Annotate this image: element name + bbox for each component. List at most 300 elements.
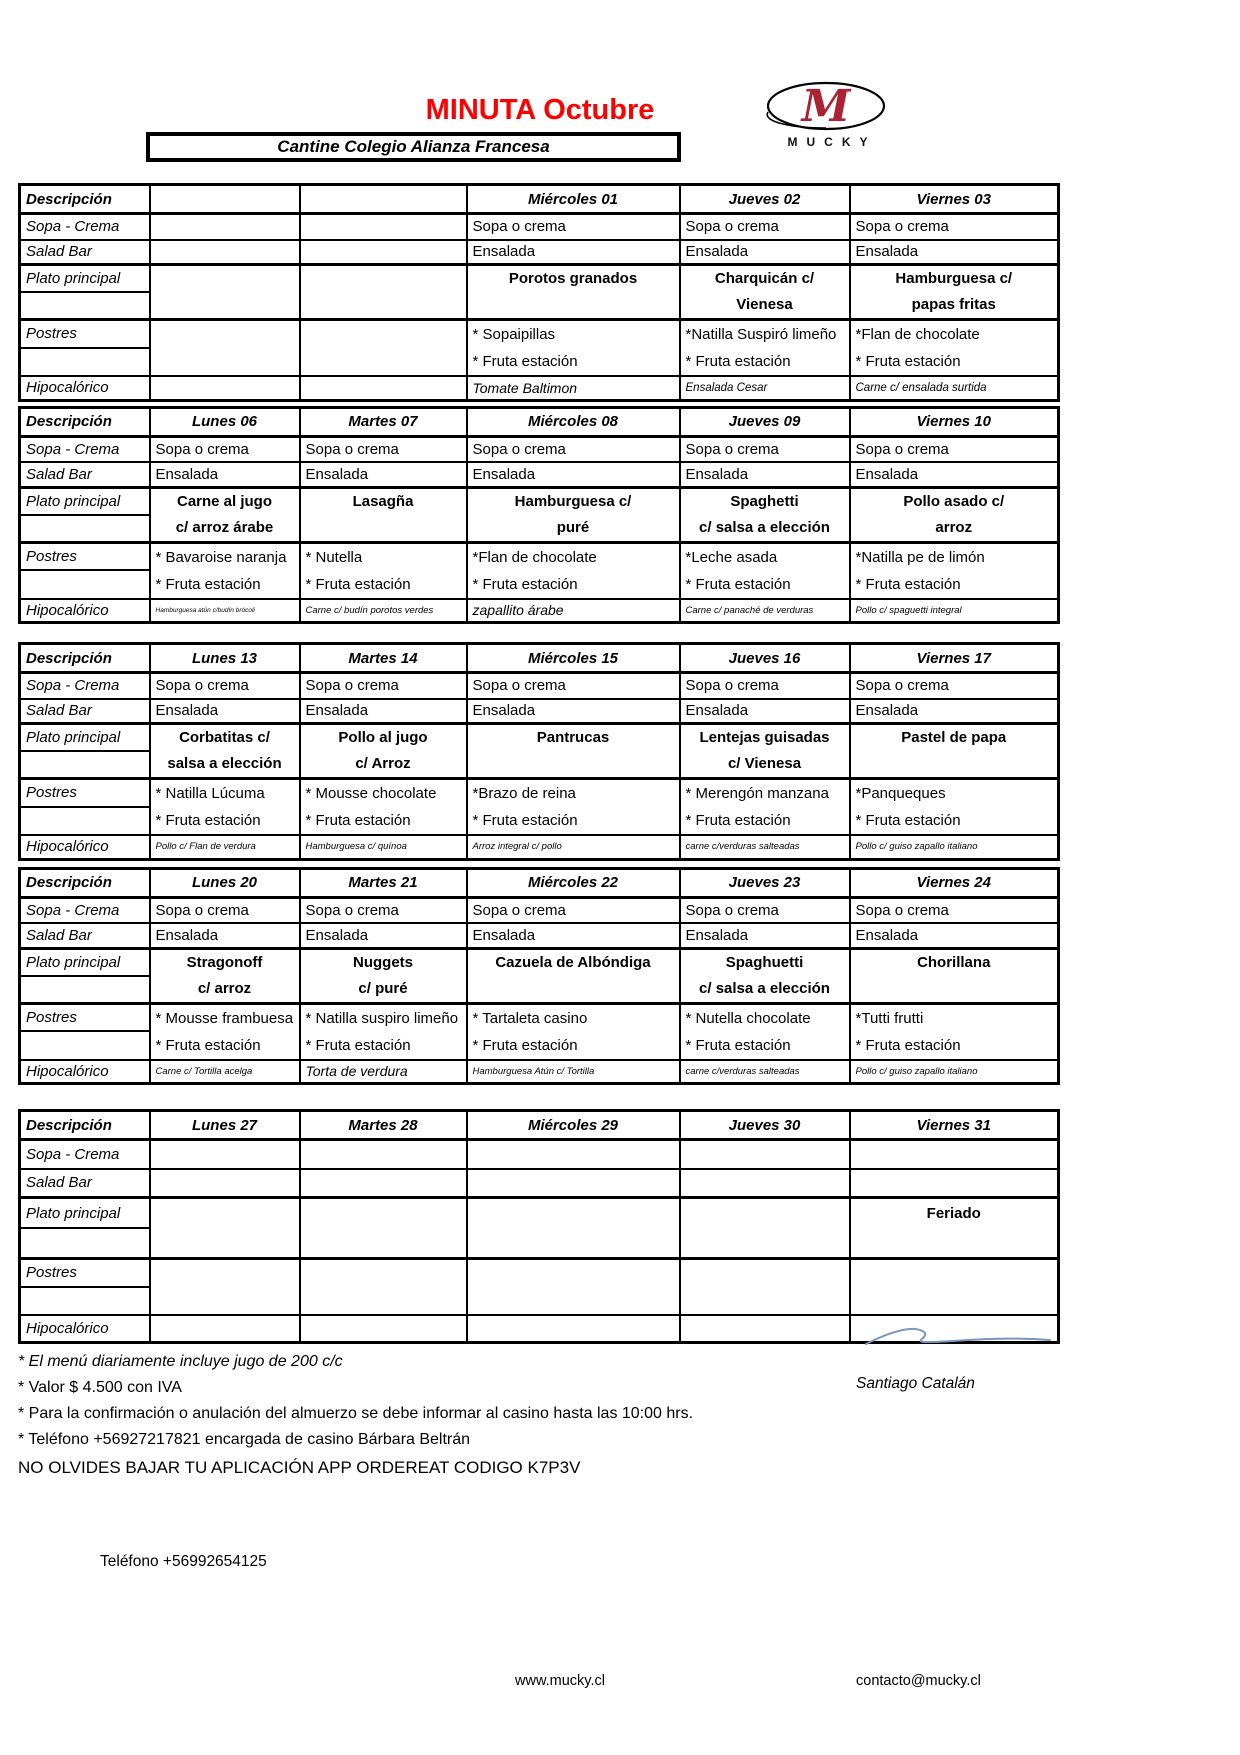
salad-cell: Ensalada (300, 699, 467, 724)
sopa-cell: Sopa o crema (680, 214, 850, 240)
postre-line2: * Fruta estación (685, 812, 791, 829)
row-label-plato-principal: Plato principal (20, 1198, 150, 1229)
postres-cell (150, 1003, 300, 1060)
row-label-plato-principal: Plato principal (20, 948, 150, 976)
day-header-cell: Viernes 17 (850, 644, 1059, 673)
salad-cell: Ensalada (150, 923, 300, 948)
row-label-sopa-crema: Sopa - Crema (20, 897, 150, 923)
postre-line1: *Leche asada (685, 548, 778, 566)
signature (838, 1318, 1053, 1360)
day-header-cell: Jueves 23 (680, 868, 850, 897)
sopa-cell (850, 1140, 1059, 1169)
postres-cell (150, 779, 300, 836)
plato-principal-cell (850, 948, 1059, 1003)
row-label-descripcion: Descripción (20, 185, 150, 214)
postres-cell (300, 1003, 467, 1060)
postres-cell (300, 542, 467, 599)
sopa-cell: Sopa o crema (467, 673, 680, 699)
postres-cell (680, 320, 850, 377)
salad-cell: Ensalada (300, 923, 467, 948)
salad-cell: Ensalada (850, 923, 1059, 948)
hipocalorico-cell: zapallito árabe (467, 599, 680, 623)
row-label-blank (20, 292, 150, 320)
school-name-box (146, 132, 681, 162)
row-label-hipocalorico: Hipocalórico (20, 1315, 150, 1342)
footer-note-phone-casino: * Teléfono +56927217821 encargada de casino Bárbara Beltrán (18, 1430, 471, 1448)
hipocalorico-cell: Hamburguesa c/ quínoa (300, 835, 467, 859)
row-label-descripcion: Descripción (20, 1111, 150, 1140)
signature-stroke (866, 1329, 1050, 1344)
plato-line2: papas fritas (911, 296, 996, 313)
plato-principal-cell (850, 724, 1059, 779)
plato-line1 (473, 1199, 674, 1228)
salad-cell: Ensalada (467, 240, 680, 265)
hipocalorico-cell: Ensalada Cesar (680, 376, 850, 400)
salad-cell (150, 240, 300, 265)
postre-line1: *Tutti frutti (855, 1009, 924, 1027)
plato-principal-cell (150, 948, 300, 1003)
postre-line1 (306, 321, 461, 348)
plato-line2 (856, 751, 1053, 777)
postre-line1: * Mousse frambuesa (155, 1009, 294, 1027)
postre-line2: * Fruta estación (155, 1036, 261, 1054)
hipocalorico-cell: Pollo c/ guiso zapallo italiano (850, 835, 1059, 859)
postre-line1: * Merengón manzana (685, 785, 829, 802)
plato-line1: Carne al jugo (176, 492, 273, 510)
postre-line1: * Bavaroise naranja (155, 548, 287, 566)
hipocalorico-cell: Pollo c/ Flan de verdura (150, 835, 300, 859)
footer-note-juice: * El menú diariamente incluye jugo de 200 c/c (18, 1352, 343, 1370)
salad-cell: Ensalada (150, 462, 300, 487)
plato-principal-cell (300, 1198, 467, 1259)
day-header-cell: Miércoles 15 (467, 644, 680, 673)
plato-line2: c/ arroz árabe (175, 518, 274, 536)
day-header-cell: Lunes 06 (150, 407, 300, 436)
plato-line1: Pantrucas (536, 729, 610, 746)
postre-line1: *Natilla pe de limón (855, 548, 985, 566)
row-label-salad-bar: Salad Bar (20, 699, 150, 724)
postre-line1 (686, 1260, 844, 1287)
footer-bottom-line (18, 1673, 1118, 1693)
row-label-blank (20, 976, 150, 1004)
day-header-cell (150, 185, 300, 214)
postre-line1: *Natilla Suspiró limeño (685, 326, 837, 343)
postres-cell (300, 320, 467, 377)
week-table-2 (18, 406, 1060, 625)
postre-line1: * Natilla Lúcuma (155, 785, 265, 802)
postre-line2 (686, 1287, 844, 1314)
day-header-cell (300, 185, 467, 214)
sopa-cell: Sopa o crema (680, 897, 850, 923)
plato-principal-cell (850, 487, 1059, 542)
plato-line2 (306, 292, 461, 318)
sopa-cell: Sopa o crema (467, 214, 680, 240)
salad-cell (680, 1169, 850, 1198)
row-label-blank (20, 807, 150, 835)
postre-line2 (306, 348, 461, 375)
salad-cell: Ensalada (680, 699, 850, 724)
row-label-postres: Postres (20, 779, 150, 807)
plato-line2 (473, 751, 674, 777)
plato-principal-cell (300, 724, 467, 779)
plato-line1 (686, 1199, 844, 1228)
sopa-cell: Sopa o crema (467, 436, 680, 462)
row-label-sopa-crema: Sopa - Crema (20, 1140, 150, 1169)
document-header (0, 0, 1240, 183)
row-label-plato-principal: Plato principal (20, 265, 150, 293)
row-label-hipocalorico: Hipocalórico (20, 1060, 150, 1084)
plato-line1: Pollo asado c/ (903, 492, 1005, 510)
row-label-salad-bar: Salad Bar (20, 1169, 150, 1198)
day-header-cell: Jueves 16 (680, 644, 850, 673)
salad-cell: Ensalada (467, 462, 680, 487)
plato-line1: Cazuela de Albóndiga (495, 953, 651, 971)
plato-line2: c/ puré (358, 979, 408, 997)
salad-cell: Ensalada (300, 462, 467, 487)
postres-cell (467, 320, 680, 377)
postre-line2: * Fruta estación (305, 575, 411, 593)
plato-line2: puré (556, 518, 590, 536)
footer-phone: Teléfono +56992654125 (100, 1552, 267, 1570)
hipocalorico-cell (680, 1315, 850, 1342)
postre-line1: * Natilla suspiro limeño (305, 1009, 459, 1027)
sopa-cell (300, 1140, 467, 1169)
postres-cell (467, 1003, 680, 1060)
hipocalorico-cell: Hamburguesa atún c/budín brócoli (150, 599, 300, 623)
salad-cell (467, 1169, 680, 1198)
day-header-cell: Viernes 24 (850, 868, 1059, 897)
plato-line2 (473, 1228, 674, 1257)
salad-cell: Ensalada (680, 923, 850, 948)
plato-line2: salsa a elección (167, 755, 282, 772)
postre-line2: * Fruta estación (855, 1036, 961, 1054)
row-label-sopa-crema: Sopa - Crema (20, 436, 150, 462)
sopa-cell (150, 214, 300, 240)
plato-line2: c/ Vienesa (727, 755, 802, 772)
plato-line2 (856, 976, 1053, 1002)
sopa-cell (467, 1140, 680, 1169)
plato-principal-cell (150, 487, 300, 542)
plato-line2 (856, 1228, 1053, 1257)
sopa-cell: Sopa o crema (850, 673, 1059, 699)
row-label-hipocalorico: Hipocalórico (20, 599, 150, 623)
day-header-cell: Lunes 27 (150, 1111, 300, 1140)
day-header-cell: Lunes 20 (150, 868, 300, 897)
hipocalorico-cell: Hamburguesa Atún c/ Tortilla (467, 1060, 680, 1084)
row-label-salad-bar: Salad Bar (20, 923, 150, 948)
footer-email: contacto@mucky.cl (856, 1672, 981, 1689)
plato-line1: Lasagña (352, 492, 414, 510)
plato-line1: Feriado (926, 1205, 981, 1222)
postre-line2 (473, 1287, 674, 1314)
plato-line1: Spaghuetti (725, 953, 804, 971)
hipocalorico-cell: Arroz integral c/ pollo (467, 835, 680, 859)
plato-principal-cell (680, 948, 850, 1003)
row-label-postres: Postres (20, 1259, 150, 1287)
week-table-4 (18, 867, 1060, 1086)
plato-line2: Vienesa (736, 296, 793, 313)
hipocalorico-cell (150, 376, 300, 400)
plato-line2 (306, 1228, 461, 1257)
sopa-cell: Sopa o crema (850, 897, 1059, 923)
plato-principal-cell (467, 724, 680, 779)
sopa-cell: Sopa o crema (150, 436, 300, 462)
plato-principal-cell (467, 948, 680, 1003)
row-label-postres: Postres (20, 1003, 150, 1031)
plato-principal-cell (150, 265, 300, 320)
postre-line1: * Nutella (305, 548, 363, 566)
postre-line2 (156, 1287, 294, 1314)
plato-line1 (156, 266, 294, 292)
plato-principal-cell (850, 265, 1059, 320)
plato-line1: Pollo al jugo (338, 729, 428, 746)
postres-cell (300, 1259, 467, 1316)
plato-principal-cell (150, 724, 300, 779)
postres-cell (850, 1003, 1059, 1060)
postre-line2: * Fruta estación (855, 575, 961, 593)
hipocalorico-cell (150, 1315, 300, 1342)
logo-monogram-m: M (801, 81, 851, 132)
plato-line2: c/ salsa a elección (699, 518, 830, 536)
plato-line1 (306, 1199, 461, 1228)
day-header-cell: Martes 21 (300, 868, 467, 897)
row-label-hipocalorico: Hipocalórico (20, 835, 150, 859)
hipocalorico-cell (300, 1315, 467, 1342)
plato-line1: Hamburguesa c/ (895, 270, 1013, 287)
plato-line2 (473, 976, 674, 1002)
postres-cell (467, 1259, 680, 1316)
postre-line2: * Fruta estación (855, 353, 961, 370)
plato-principal-cell (300, 265, 467, 320)
postres-cell (680, 779, 850, 836)
day-header-cell: Miércoles 29 (467, 1111, 680, 1140)
day-header-cell: Martes 07 (300, 407, 467, 436)
salad-cell: Ensalada (150, 699, 300, 724)
plato-line2 (473, 292, 674, 318)
postres-cell (150, 542, 300, 599)
plato-principal-cell (680, 265, 850, 320)
postre-line2: * Fruta estación (685, 1036, 791, 1054)
row-label-sopa-crema: Sopa - Crema (20, 214, 150, 240)
plato-line2 (686, 1228, 844, 1257)
postres-cell (150, 320, 300, 377)
footer-app-line: NO OLVIDES BAJAR TU APLICACIÓN APP ORDEREAT CODIGO K7P3V (18, 1457, 581, 1477)
logo-wordmark: MUCKY (787, 135, 877, 149)
plato-line2: c/ arroz (197, 979, 252, 997)
salad-cell: Ensalada (850, 462, 1059, 487)
plato-line1: Corbatitas c/ (179, 729, 270, 746)
row-label-salad-bar: Salad Bar (20, 462, 150, 487)
plato-line1: Charquicán c/ (714, 270, 815, 287)
plato-line2: c/ salsa a elección (699, 979, 830, 997)
row-label-salad-bar: Salad Bar (20, 240, 150, 265)
hipocalorico-cell: Carne c/ budín porotos verdes (300, 599, 467, 623)
week-table-1 (18, 183, 1060, 402)
row-label-blank (20, 515, 150, 543)
plato-line2: arroz (935, 518, 973, 536)
postres-cell (150, 1259, 300, 1316)
postre-line2: * Fruta estación (155, 812, 261, 829)
plato-principal-cell (680, 724, 850, 779)
plato-line1: Nuggets (353, 953, 413, 971)
footer-website: www.mucky.cl (515, 1672, 605, 1689)
hipocalorico-cell: Torta de verdura (300, 1060, 467, 1084)
plato-principal-cell (680, 1198, 850, 1259)
sopa-cell (300, 214, 467, 240)
plato-line1: Pastel de papa (901, 729, 1007, 746)
row-label-sopa-crema: Sopa - Crema (20, 673, 150, 699)
postre-line1 (473, 1260, 674, 1287)
postres-cell (850, 320, 1059, 377)
sopa-cell: Sopa o crema (300, 897, 467, 923)
plato-line1 (306, 266, 461, 292)
hipocalorico-cell (300, 376, 467, 400)
postre-line1: *Flan de chocolate (472, 548, 597, 566)
hipocalorico-cell (467, 1315, 680, 1342)
salad-cell: Ensalada (467, 699, 680, 724)
row-label-descripcion: Descripción (20, 407, 150, 436)
plato-principal-cell (467, 487, 680, 542)
row-label-blank (20, 570, 150, 598)
plato-line1: Lentejas guisadas (699, 729, 830, 746)
postre-line2: * Fruta estación (155, 575, 261, 593)
footer-note-confirmation: * Para la confirmación o anulación del almuerzo se debe informar al casino hasta las 10:00 hrs. (18, 1404, 694, 1422)
hipocalorico-cell: Tomate Baltimon (467, 376, 680, 400)
mucky-logo (752, 78, 904, 152)
row-label-plato-principal: Plato principal (20, 724, 150, 752)
postres-cell (850, 542, 1059, 599)
sopa-cell: Sopa o crema (850, 436, 1059, 462)
hipocalorico-cell: carne c/verduras salteadas (680, 835, 850, 859)
day-header-cell: Martes 28 (300, 1111, 467, 1140)
row-label-hipocalorico: Hipocalórico (20, 376, 150, 400)
row-label-descripcion: Descripción (20, 868, 150, 897)
salad-cell (850, 1169, 1059, 1198)
postre-line2: * Fruta estación (685, 575, 791, 593)
hipocalorico-cell: Carne c/ Tortilla acelga (150, 1060, 300, 1084)
postre-line2: * Fruta estación (472, 575, 578, 593)
postre-line1: *Brazo de reina (472, 785, 576, 802)
salad-cell: Ensalada (467, 923, 680, 948)
sopa-cell: Sopa o crema (680, 673, 850, 699)
postre-line2 (856, 1287, 1053, 1314)
salad-cell: Ensalada (680, 462, 850, 487)
plato-line2: c/ Arroz (355, 755, 411, 772)
day-header-cell: Jueves 09 (680, 407, 850, 436)
salad-cell (300, 1169, 467, 1198)
postre-line1 (156, 321, 294, 348)
plato-principal-cell (300, 487, 467, 542)
plato-line2 (156, 1228, 294, 1257)
sopa-cell: Sopa o crema (467, 897, 680, 923)
postre-line1: *Panqueques (855, 785, 946, 802)
row-label-postres: Postres (20, 542, 150, 570)
plato-line1: Spaghetti (730, 492, 799, 510)
school-name: Cantine Colegio Alianza Francesa (277, 137, 550, 156)
sopa-cell (680, 1140, 850, 1169)
day-header-cell: Martes 14 (300, 644, 467, 673)
postres-cell (680, 542, 850, 599)
postres-cell (300, 779, 467, 836)
postre-line1 (306, 1260, 461, 1287)
postre-line1: *Flan de chocolate (855, 326, 980, 343)
footer-note-price: * Valor $ 4.500 con IVA (18, 1378, 182, 1396)
row-label-blank (20, 1031, 150, 1059)
day-header-cell: Lunes 13 (150, 644, 300, 673)
plato-principal-cell (300, 948, 467, 1003)
day-header-cell: Miércoles 22 (467, 868, 680, 897)
hipocalorico-cell: carne c/verduras salteadas (680, 1060, 850, 1084)
menu-tables (18, 183, 1063, 1344)
day-header-cell: Jueves 02 (680, 185, 850, 214)
sopa-cell: Sopa o crema (300, 673, 467, 699)
row-label-blank (20, 348, 150, 376)
week-table-3 (18, 642, 1060, 861)
row-label-blank (20, 1287, 150, 1315)
plato-line1: Porotos granados (508, 270, 638, 287)
postre-line1: * Sopaipillas (472, 326, 556, 343)
day-header-cell: Viernes 31 (850, 1111, 1059, 1140)
document-footer (18, 1349, 1118, 1693)
postre-line2: * Fruta estación (855, 812, 961, 829)
postre-line1: * Nutella chocolate (685, 1009, 811, 1027)
hipocalorico-cell: Pollo c/ spaguetti integral (850, 599, 1059, 623)
postre-line2 (156, 348, 294, 375)
sopa-cell: Sopa o crema (300, 436, 467, 462)
day-header-cell: Miércoles 01 (467, 185, 680, 214)
postres-cell (680, 1003, 850, 1060)
plato-line1 (156, 1199, 294, 1228)
day-header-cell: Jueves 30 (680, 1111, 850, 1140)
row-label-blank (20, 1228, 150, 1259)
sopa-cell: Sopa o crema (850, 214, 1059, 240)
postre-line2: * Fruta estación (305, 812, 411, 829)
hipocalorico-cell: Carne c/ panaché de verduras (680, 599, 850, 623)
sopa-cell (150, 1140, 300, 1169)
salad-cell: Ensalada (850, 699, 1059, 724)
plato-line2 (306, 515, 461, 541)
sopa-cell: Sopa o crema (680, 436, 850, 462)
postres-cell (467, 542, 680, 599)
postre-line2: * Fruta estación (472, 1036, 578, 1054)
postre-line1 (156, 1260, 294, 1287)
signature-name: Santiago Catalán (856, 1375, 975, 1392)
postre-line2: * Fruta estación (685, 353, 791, 370)
postre-line1: * Tartaleta casino (472, 1009, 588, 1027)
plato-principal-cell (850, 1198, 1059, 1259)
row-label-postres: Postres (20, 320, 150, 348)
postres-cell (467, 779, 680, 836)
postres-cell (850, 1259, 1059, 1316)
sopa-cell: Sopa o crema (150, 897, 300, 923)
postres-cell (850, 779, 1059, 836)
plato-principal-cell (467, 1198, 680, 1259)
plato-line1: Stragonoff (186, 953, 263, 971)
postres-cell (680, 1259, 850, 1316)
plato-line1: Chorillana (917, 953, 991, 971)
row-label-blank (20, 751, 150, 779)
plato-line1: Hamburguesa c/ (514, 492, 632, 510)
plato-principal-cell (150, 1198, 300, 1259)
row-label-plato-principal: Plato principal (20, 487, 150, 515)
row-label-descripcion: Descripción (20, 644, 150, 673)
page-title: MINUTA Octubre (425, 94, 655, 126)
week-table-5 (18, 1109, 1060, 1344)
day-header-cell: Viernes 03 (850, 185, 1059, 214)
hipocalorico-cell: Pollo c/ guiso zapallo italiano (850, 1060, 1059, 1084)
plato-line2 (156, 292, 294, 318)
day-header-cell: Miércoles 08 (467, 407, 680, 436)
